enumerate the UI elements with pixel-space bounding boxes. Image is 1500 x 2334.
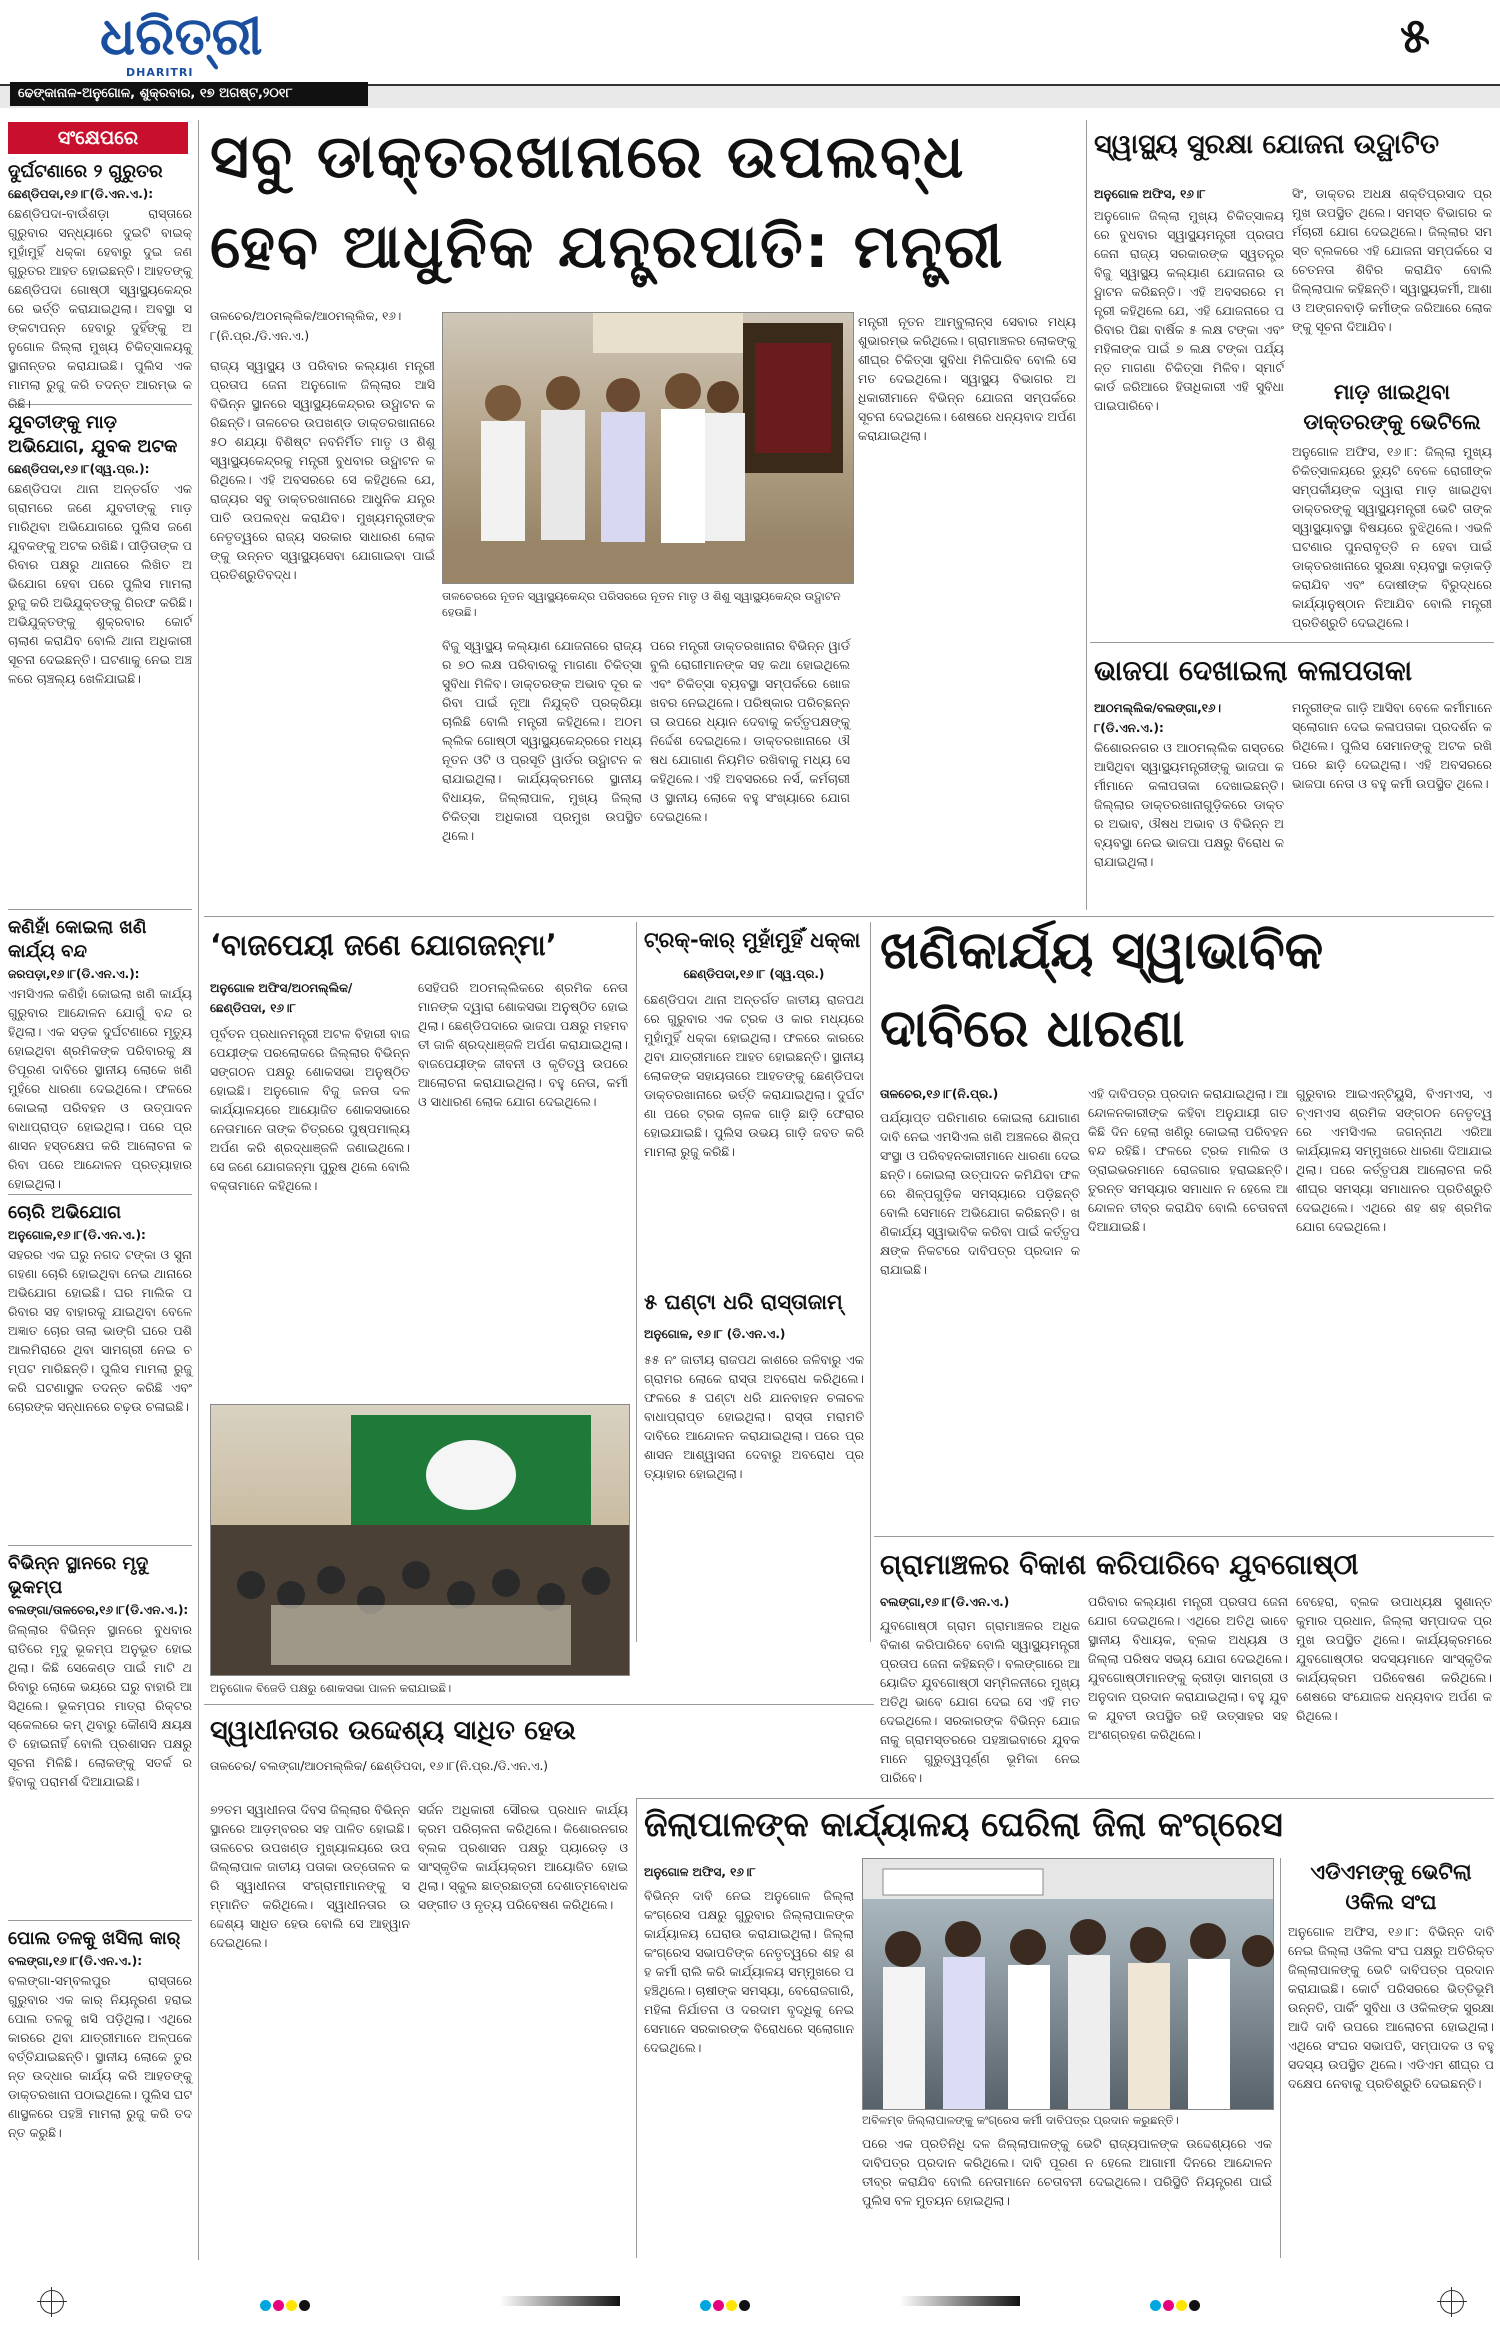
youth-dateline: ବଲଙ୍ଗା,୧୬।୮(ଡି.ଏନ.ଏ.) [880, 1595, 1010, 1609]
logo: ଧରିତ୍ରୀ [100, 7, 263, 67]
gray-scale-strip [500, 2296, 620, 2306]
mining-col1: ପର୍ଯ୍ୟାପ୍ତ ପରିମାଣର କୋଇଲା ଯୋଗାଣ ଦାବି ନେଇ ଏମସିଏଲ ଖଣି ଅଞ୍ଚଳରେ ଶିଳ୍ପ ସଂସ୍ଥା ଓ ପରିବହନକାରୀମାନେ ଧାରଣା ଦେଇଛନ୍ତି। କୋଇଲା ଉତ୍ପାଦନ କମିଯିବା ଫଳରେ ଶିଳ୍ପଗୁଡ଼ିକ ସମସ୍ୟାରେ ପଡ଼ିଛନ୍ତି ବୋଲି ସେମାନେ ଅଭିଯୋଗ କରିଛନ୍ତି। ଖଣିକାର୍ଯ୍ୟ ସ୍ୱାଭାବିକ କରିବା ପାଇଁ କର୍ତ୍ତୃପକ୍ଷଙ୍କ ନିକଟରେ ଦାବିପତ୍ର ପ୍ରଦାନ କରାଯାଇଛି। [880, 1110, 1080, 1277]
youth-col3: ବେହେରା, ବ୍ଲକ ଉପାଧ୍ୟକ୍ଷ ସୁଶାନ୍ତ କୁମାର ପ୍ରଧାନ, ଜିଲ୍ଲା ସମ୍ପାଦକ ପ୍ରମୁଖ ଉପସ୍ଥିତ ଥିଲେ। କାର୍ଯ୍ୟକ୍ରମରେ ଯୁବଗୋଷ୍ଠୀର ସଦସ୍ୟମାନେ ସାଂସ୍କୃତିକ କାର୍ଯ୍ୟକ୍ରମ ପରିବେଷଣ କରିଥିଲେ। ଶେଷରେ ସଂଯୋଜକ ଧନ୍ୟବାଦ ଅର୍ପଣ କରିଥିଲେ। [1296, 1594, 1492, 1723]
brief-title: ବିଭିନ୍ନ ସ୍ଥାନରେ ମୃଦୁ ଭୂକମ୍ପ [8, 1553, 149, 1598]
registration-mark-icon [1440, 2290, 1464, 2314]
brief-item [8, 160, 192, 411]
vajpayee-photo-caption: ଅନୁଗୋଳ ବିଜେଡି ପକ୍ଷରୁ ଶୋକସଭା ପାଳନ କରାଯାଇଛି। [210, 1681, 452, 1695]
health-scheme-col2: ସିଂ, ଡାକ୍ତର ଅଧକ୍ଷ ଶକ୍ତିପ୍ରସାଦ ପ୍ରମୁଖ ଉପସ୍ଥିତ ଥିଲେ। ସମସ୍ତ ବିଭାଗର କର୍ମଚାରୀ ଯୋଗ ଦେଇଥିଲେ। ଜିଲ୍ଲାର ସମସ୍ତ ବ୍ଲକରେ ଏହି ଯୋଜନା ସମ୍ପର୍କରେ ସଚେତନତା ଶିବିର କରାଯିବ ବୋଲି ଜିଲ୍ଲାପାଳ କହିଛନ୍ତି। ସ୍ୱାସ୍ଥ୍ୟକର୍ମୀ, ଆଶା ଓ ଅଙ୍ଗନବାଡ଼ି କର୍ମୀଙ୍କ ଜରିଆରେ ଲୋକଙ୍କୁ ସୂଚନା ଦିଆଯିବ। [1292, 186, 1492, 334]
lead-photo-caption: ତାଳଚେରରେ ନୂତନ ସ୍ୱାସ୍ଥ୍ୟକେନ୍ଦ୍ର ପରିସରରେ ନୂତନ ମାତୃ ଓ ଶିଶୁ ସ୍ୱାସ୍ଥ୍ୟକେନ୍ଦ୍ର ଉଦ୍ଘାଟନ ହେଉଛି। [442, 589, 841, 619]
lower-section-rule [204, 1704, 874, 1705]
brief-title: ଚୋରି ଅଭିଯୋଗ [8, 1202, 122, 1223]
vajpayee-photo [210, 1404, 630, 1676]
youth-headline: ଗ୍ରାମାଞ୍ଚଳର ବିକାଶ କରିପାରିବେ ଯୁବଗୋଷ୍ଠୀ [880, 1548, 1359, 1581]
vajpayee-headline: ‘ବାଜପେୟୀ ଜଣେ ଯୋଗଜନ୍ମା’ [210, 928, 557, 962]
congress-photo [862, 1858, 1274, 2110]
color-dots-icon [700, 2296, 752, 2315]
doctor-headline-line2: ଡାକ୍ତରଙ୍କୁ ଭେଟିଲେ [1303, 410, 1481, 434]
doctor-headline-line1: ମାଡ଼ ଖାଇଥିବା [1333, 380, 1451, 404]
logo-subtitle: DHARITRI [126, 66, 194, 79]
vajpayee-col2: ସେହିପରି ଅଠମଲ୍ଲିକରେ ଶ୍ରମିକ ନେତା ମାନଙ୍କ ଦ୍ୱାରା ଶୋକସଭା ଅନୁଷ୍ଠିତ ହୋଇଥିଲା। ଛେଣ୍ଡିପଦାରେ ଭାଜପା ପକ୍ଷରୁ ମହମବତୀ ଜାଳି ଶ୍ରଦ୍ଧାଞ୍ଜଳି ଅର୍ପଣ କରାଯାଇଥିଲା। ବାଜପେୟୀଙ୍କ ଜୀବନୀ ଓ କୃତିତ୍ୱ ଉପରେ ଆଲୋଚନା କରାଯାଇଥିଲା। ବହୁ ନେତା, କର୍ମୀ ଓ ସାଧାରଣ ଲୋକ ଯୋଗ ଦେଇଥିଲେ। [418, 980, 628, 1109]
mining-col3: ଗୁରୁବାର ଆଇଏନ୍ଟିୟୁସି, ବିଏମଏସ, ଏଚ୍ଏମଏସ ଶ୍ରମିକ ସଙ୍ଗଠନ ନେତୃତ୍ୱରେ ଏମସିଏଲ ଜଗନ୍ନାଥ ଏରିଆ କାର୍ଯ୍ୟାଳୟ ସମ୍ମୁଖରେ ଧାରଣା ଦିଆଯାଇଥିଲା। ପରେ କର୍ତ୍ତୃପକ୍ଷ ଆଲୋଚନା କରି ଶୀଘ୍ର ସମସ୍ୟା ସମାଧାନର ପ୍ରତିଶ୍ରୁତି ଦେଇଥିଲେ। ଏଥିରେ ଶହ ଶହ ଶ୍ରମିକ ଯୋଗ ଦେଇଥିଲେ। [1296, 1086, 1492, 1234]
mining-headline-line2: ଦାବିରେ ଧାରଣା [880, 999, 1185, 1059]
brief-dateline: ବଲଙ୍ଗା/ତାଳଚେର,୧୬।୮(ଡି.ଏନ.ଏ.): [8, 1603, 189, 1617]
congress-top-rule [636, 1798, 1494, 1799]
brief-column [8, 160, 192, 2270]
lead-bottom-rule [204, 916, 1494, 917]
brief-title: ଦୁର୍ଘଟଣାରେ ୨ ଗୁରୁତର [8, 161, 163, 182]
congress-left-rule [636, 1798, 637, 2258]
congress-col2: ପରେ ଏକ ପ୍ରତିନିଧି ଦଳ ଜିଲ୍ଲାପାଳଙ୍କୁ ଭେଟି ରାଜ୍ୟପାଳଙ୍କ ଉଦ୍ଦେଶ୍ୟରେ ଏକ ଦାବିପତ୍ର ପ୍ରଦାନ କରିଥିଲେ। ଦାବି ପୂରଣ ନ ହେଲେ ଆଗାମୀ ଦିନରେ ଆନ୍ଦୋଳନ ତୀବ୍ର କରାଯିବ ବୋଲି ନେତାମାନେ ଚେତାବନୀ ଦେଇଥିଲେ। ପରିସ୍ଥିତି ନିୟନ୍ତ୍ରଣ ପାଇଁ ପୁଲିସ ବଳ ମୁତୟନ ହୋଇଥିଲା। [862, 2136, 1272, 2208]
road-block-headline: ୫ ଘଣ୍ଟା ଧରି ରାସ୍ତାଜାମ୍ [644, 1290, 843, 1314]
brief-body: ଛେଣ୍ଡିପଦା-ବାଉଁଶଡ଼ା ରାସ୍ତାରେ ଗୁରୁବାର ସନ୍ଧ୍ୟାରେ ଦୁଇଟି ବାଇକ୍ ମୁହାଁମୁହିଁ ଧକ୍କା ହେବାରୁ ଦୁଇ ଜଣ ଗୁରୁତର ଆହତ ହୋଇଛନ୍ତି। ଆହତଙ୍କୁ ଛେଣ୍ଡିପଦା ଗୋଷ୍ଠୀ ସ୍ୱାସ୍ଥ୍ୟକେନ୍ଦ୍ରରେ ଭର୍ତ୍ତି କରାଯାଇଥିଲା। ଅବସ୍ଥା ସଙ୍କଟାପନ୍ନ ହେବାରୁ ଦୁହିଁଙ୍କୁ ଅନୁଗୋଳ ଜିଲ୍ଲା ମୁଖ୍ୟ ଚିକିତ୍ସାଳୟକୁ ସ୍ଥାନାନ୍ତର କରାଯାଇଛି। ପୁଲିସ ଏକ ମାମଲା ରୁଜୁ କରି ତଦନ୍ତ ଆରମ୍ଭ କରିଛି। [8, 206, 192, 411]
brief-title: କଣିହାଁ କୋଇଲା ଖଣି କାର୍ଯ୍ୟ ବନ୍ଦ [8, 917, 147, 962]
brief-body: ଜିଲ୍ଲାର ବିଭିନ୍ନ ସ୍ଥାନରେ ବୁଧବାର ରାତିରେ ମୃଦୁ ଭୂକମ୍ପ ଅନୁଭୂତ ହୋଇଥିଲା। କିଛି ସେକେଣ୍ଡ ପାଇଁ ମାଟି ଥରିବାରୁ ଲୋକେ ଭୟରେ ଘରୁ ବାହାରି ଆସିଥିଲେ। ଭୂକମ୍ପର ମାତ୍ରା ରିକ୍ଟର ସ୍କେଲରେ କମ୍ ଥିବାରୁ କୌଣସି କ୍ଷୟକ୍ଷତି ହୋଇନାହିଁ ବୋଲି ପ୍ରଶାସନ ପକ୍ଷରୁ ସୂଚନା ମିଳିଛି। ଲୋକଙ୍କୁ ସତର୍କ ରହିବାକୁ ପରାମର୍ଶ ଦିଆଯାଇଛି। [8, 1622, 192, 1789]
brief-dateline: ଜରପଡ଼ା,୧୬।୮(ଡି.ଏନ.ଏ.): [8, 967, 140, 981]
congress-dateline: ଅନୁଗୋଳ ଅଫିସ, ୧୬।୮ [644, 1865, 756, 1879]
brief-body: ଏମସିଏଲ କଣିହାଁ କୋଇଲା ଖଣି କାର୍ଯ୍ୟ ଗୁରୁବାର ଆନ୍ଦୋଳନ ଯୋଗୁଁ ବନ୍ଦ ରହିଥିଲା। ଏକ ସଡ଼କ ଦୁର୍ଘଟଣାରେ ମୃତ୍ୟୁ ହୋଇଥିବା ଶ୍ରମିକଙ୍କ ପରିବାରକୁ କ୍ଷତିପୂରଣ ଦାବିରେ ସ୍ଥାନୀୟ ଲୋକେ ଖଣି ମୁହଁରେ ଧାରଣା ଦେଇଥିଲେ। ଫଳରେ କୋଇଲା ପରିବହନ ଓ ଉତ୍ପାଦନ ବାଧାପ୍ରାପ୍ତ ହୋଇଥିଲା। ପରେ ପ୍ରଶାସନ ହସ୍ତକ୍ଷେପ କରି ଆଲୋଚନା କରିବା ପରେ ଆନ୍ଦୋଳନ ପ୍ରତ୍ୟାହାର ହୋଇଥିଲା। [8, 986, 192, 1191]
lead-col3: ପରେ ମନ୍ତ୍ରୀ ଡାକ୍ତରଖାନାର ବିଭିନ୍ନ ୱାର୍ଡ ବୁଲି ରୋଗୀମାନଙ୍କ ସହ କଥା ହୋଇଥିଲେ ଏବଂ ଚିକିତ୍ସା ବ୍ୟବସ୍ଥା ସମ୍ପର୍କରେ ଖୋଜଖବର ନେଇଥିଲେ। ପରିଷ୍କାର ପରିଚ୍ଛନ୍ନତା ଉପରେ ଧ୍ୟାନ ଦେବାକୁ କର୍ତ୍ତୃପକ୍ଷଙ୍କୁ ନିର୍ଦ୍ଦେଶ ଦେଇଥିଲେ। ଡାକ୍ତରଖାନାରେ ଔଷଧ ଯୋଗାଣ ନିୟମିତ ରଖିବାକୁ ମଧ୍ୟ ସେ କହିଥିଲେ। ଏହି ଅବସରରେ ନର୍ସ, କର୍ମଚାରୀ ଓ ସ୍ଥାନୀୟ ଲୋକେ ବହୁ ସଂଖ୍ୟାରେ ଯୋଗ ଦେଇଥିଲେ। [650, 638, 850, 824]
road-block-body: ୫୫ ନଂ ଜାତୀୟ ରାଜପଥ କାଶରେ ଜଳିବାରୁ ଏକ ଗ୍ରାମର ଲୋକେ ରାସ୍ତା ଅବରୋଧ କରିଥିଲେ। ଫଳରେ ୫ ଘଣ୍ଟା ଧରି ଯାନବାହନ ଚଳାଚଳ ବାଧାପ୍ରାପ୍ତ ହୋଇଥିଲା। ରାସ୍ତା ମରାମତି ଦାବିରେ ଆନ୍ଦୋଳନ କରାଯାଇଥିଲା। ପରେ ପ୍ରଶାସନ ଆଶ୍ୱାସନା ଦେବାରୁ ଅବରୋଧ ପ୍ରତ୍ୟାହାର ହୋଇଥିଲା। [644, 1352, 864, 1481]
truck-car-dateline: ଛେଣ୍ଡିପଦା,୧୬।୮ (ସ୍ୱ.ପ୍ର.) [683, 967, 825, 981]
brief-item [8, 1920, 192, 2221]
congress-photo-caption: ଅବିଳମ୍ବ ଜିଲ୍ଲାପାଳଙ୍କୁ କଂଗ୍ରେସ କର୍ମୀ ଦାବିପତ୍ର ପ୍ରଦାନ କରୁଛନ୍ତି। [862, 2113, 1179, 2127]
independence-col2: ସର୍ଜନ ଅଧିକାରୀ ସୌରଭ ପ୍ରଧାନ କାର୍ଯ୍ୟକ୍ରମ ପରିଚାଳନା କରିଥିଲେ। କିଶୋରନଗର ବ୍ଲକ ପ୍ରଶାସନ ପକ୍ଷରୁ ପ୍ୟାରେଡ଼ ଓ ସାଂସ୍କୃତିକ କାର୍ଯ୍ୟକ୍ରମ ଆୟୋଜିତ ହୋଇଥିଲା। ସ୍କୁଲ ଛାତ୍ରଛାତ୍ରୀ ଦେଶାତ୍ମବୋଧକ ସଙ୍ଗୀତ ଓ ନୃତ୍ୟ ପରିବେଷଣ କରିଥିଲେ। [418, 1802, 628, 1912]
mining-dateline: ତାଳଚେର,୧୬।୮(ନି.ପ୍ର.) [880, 1087, 999, 1101]
lawyers-headline-line2: ଓକିଲ ସଂଘ [1345, 1890, 1437, 1914]
registration-strip [0, 2274, 1500, 2334]
congress-photo-crowd [863, 1859, 1273, 2109]
gray-scale-strip [900, 2296, 1020, 2306]
vajpayee-col1: ପୂର୍ବତନ ପ୍ରଧାନମନ୍ତ୍ରୀ ଅଟଳ ବିହାରୀ ବାଜପେୟୀଙ୍କ ପରଲୋକରେ ଜିଲ୍ଲାର ବିଭିନ୍ନ ସଙ୍ଗଠନ ପକ୍ଷରୁ ଶୋକସଭା ଅନୁଷ୍ଠିତ ହୋଇଛି। ଅନୁଗୋଳ ବିଜୁ ଜନତା ଦଳ କାର୍ଯ୍ୟାଳୟରେ ଆୟୋଜିତ ଶୋକସଭାରେ ନେତାମାନେ ତାଙ୍କ ଚିତ୍ରରେ ପୁଷ୍ପମାଲ୍ୟ ଅର୍ପଣ କରି ଶ୍ରଦ୍ଧାଞ୍ଜଳି ଜଣାଇଥିଲେ। ସେ ଜଣେ ଯୋଗଜନ୍ମା ପୁରୁଷ ଥିଲେ ବୋଲି ବକ୍ତାମାନେ କହିଥିଲେ। [210, 1026, 410, 1193]
bjp-top-rule [1090, 642, 1494, 643]
bjp-dateline: ଆଠମଲ୍ଲିକ/ବଲଙ୍ଗା,୧୬।୮(ଡି.ଏନ.ଏ.): [1094, 701, 1221, 735]
truck-car-body: ଛେଣ୍ଡିପଦା ଥାନା ଅନ୍ତର୍ଗତ ଜାତୀୟ ରାଜପଥରେ ଗୁରୁବାର ଏକ ଟ୍ରକ ଓ କାର ମଧ୍ୟରେ ମୁହାଁମୁହିଁ ଧକ୍କା ହୋଇଥିଲା। ଫଳରେ କାରରେ ଥିବା ଯାତ୍ରୀମାନେ ଆହତ ହୋଇଛନ୍ତି। ସ୍ଥାନୀୟ ଲୋକଙ୍କ ସହାୟତାରେ ଆହତଙ୍କୁ ଛେଣ୍ଡିପଦା ଡାକ୍ତରଖାନାରେ ଭର୍ତ୍ତି କରାଯାଇଥିଲା। ଦୁର୍ଘଟଣା ପରେ ଟ୍ରକ ଚାଳକ ଗାଡ଼ି ଛାଡ଼ି ଫେରାର ହୋଇଯାଇଛି। ପୁଲିସ ଉଭୟ ଗାଡ଼ି ଜବତ କରି ମାମଲା ରୁଜୁ କରିଛି। [644, 992, 864, 1159]
health-scheme-col1: ଅନୁଗୋଳ ଜିଲ୍ଲା ମୁଖ୍ୟ ଚିକିତ୍ସାଳୟରେ ବୁଧବାର ସ୍ୱାସ୍ଥ୍ୟମନ୍ତ୍ରୀ ପ୍ରତାପ ଜେନା ରାଜ୍ୟ ସରକାରଙ୍କ ସ୍ୱତନ୍ତ୍ର ବିଜୁ ସ୍ୱାସ୍ଥ୍ୟ କଲ୍ୟାଣ ଯୋଜନାର ଉଦ୍ଘାଟନ କରିଛନ୍ତି। ଏହି ଅବସରରେ ମନ୍ତ୍ରୀ କହିଥିଲେ ଯେ, ଏହି ଯୋଜନାରେ ପରିବାର ପିଛା ବାର୍ଷିକ ୫ ଲକ୍ଷ ଟଙ୍କା ଏବଂ ମହିଳାଙ୍କ ପାଇଁ ୭ ଲକ୍ଷ ଟଙ୍କା ପର୍ଯ୍ୟନ୍ତ ମାଗଣା ଚିକିତ୍ସା ମିଳିବ। ସ୍ମାର୍ଟ କାର୍ଡ ଜରିଆରେ ହିତାଧିକାରୀ ଏହି ସୁବିଧା ପାଇପାରିବେ। [1094, 208, 1284, 413]
bjp-headline: ଭାଜପା ଦେଖାଇଲା କଳାପତାକା [1094, 654, 1413, 687]
youth-top-rule [874, 1536, 1494, 1537]
vajpayee-dateline: ଅନୁଗୋଳ ଅଫିସ/ଅଠମଲ୍ଲିକ/ ଛେଣ୍ଡିପଦା, ୧୬।୮ [210, 981, 353, 1015]
brief-item [8, 909, 192, 1191]
health-scheme-dateline: ଅନୁଗୋଳ ଅଫିସ, ୧୬।୮ [1094, 187, 1206, 201]
independence-col1: ୭୨ତମ ସ୍ୱାଧୀନତା ଦିବସ ଜିଲ୍ଲାର ବିଭିନ୍ନ ସ୍ଥାନରେ ଆଡ଼ମ୍ବରର ସହ ପାଳିତ ହୋଇଛି। ତାଳଚେର ଉପଖଣ୍ଡ ମୁଖ୍ୟାଳୟରେ ଉପଜିଲ୍ଲାପାଳ ଜାତୀୟ ପତାକା ଉତ୍ତୋଳନ କରି ସ୍ୱାଧୀନତା ସଂଗ୍ରାମୀମାନଙ୍କୁ ସମ୍ମାନିତ କରିଥିଲେ। ସ୍ୱାଧୀନତାର ଉଦ୍ଦେଶ୍ୟ ସାଧିତ ହେଉ ବୋଲି ସେ ଆହ୍ୱାନ ଦେଇଥିଲେ। [210, 1802, 410, 1950]
brief-dateline: ଛେଣ୍ଡିପଦା,୧୬।୮(ଡି.ଏନ.ଏ.): [8, 187, 154, 201]
health-scheme-headline: ସ୍ୱାସ୍ଥ୍ୟ ସୁରକ୍ଷା ଯୋଜନା ଉଦ୍ଘାଟିତ [1094, 129, 1440, 160]
independence-headline: ସ୍ୱାଧୀନତାର ଉଦ୍ଦେଶ୍ୟ ସାଧିତ ହେଉ [210, 1715, 576, 1746]
masthead [0, 0, 1500, 110]
independence-dateline: ତାଳଚେର/ ବଲଙ୍ଗା/ଆଠମଲ୍ଲିକ/ ଛେଣ୍ଡିପଦା, ୧୬।୮(ନି.ପ୍ର./ଡି.ଏନ.ଏ.) [210, 1759, 548, 1773]
truck-car-headline: ଟ୍ରକ୍-କାର୍ ମୁହାଁମୁହିଁ ଧକ୍କା [644, 928, 861, 952]
brief-body: ଛେଣ୍ଡିପଦା ଥାନା ଅନ୍ତର୍ଗତ ଏକ ଗ୍ରାମରେ ଜଣେ ଯୁବତୀଙ୍କୁ ମାଡ଼ ମାରିଥିବା ଅଭିଯୋଗରେ ପୁଲିସ ଜଣେ ଯୁବକଙ୍କୁ ଅଟକ ରଖିଛି। ପୀଡ଼ିତାଙ୍କ ପରିବାର ପକ୍ଷରୁ ଥାନାରେ ଲିଖିତ ଅଭିଯୋଗ ହେବା ପରେ ପୁଲିସ ମାମଲା ରୁଜୁ କରି ଅଭିଯୁକ୍ତଙ୍କୁ ଗିରଫ କରିଛି। ଅଭିଯୁକ୍ତଙ୍କୁ ଶୁକ୍ରବାର କୋର୍ଟ ଚାଲାଣ କରାଯିବ ବୋଲି ଥାନା ଅଧିକାରୀ ସୂଚନା ଦେଇଛନ୍ତି। ଘଟଣାକୁ ନେଇ ଅଞ୍ଚଳରେ ଚାଞ୍ଚଲ୍ୟ ଖେଳିଯାଇଛି। [8, 481, 192, 686]
edition-line: ଢେଙ୍କାନାଳ-ଅନୁଗୋଳ, ଶୁକ୍ରବାର, ୧୭ ଅଗଷ୍ଟ,୨୦୧୮ [10, 82, 368, 106]
lead-dateline: ତାଳଚେର/ଅଠମଲ୍ଲିକ/ଆଠମଲ୍ଲିକ, ୧୬।୮(ନି.ପ୍ର./ଡି.ଏନ.ଏ.) [210, 309, 402, 343]
vajpayee-photo-scene [211, 1405, 629, 1675]
brief-tag: ସଂକ୍ଷେପରେ [8, 122, 188, 154]
lead-col1: ରାଜ୍ୟ ସ୍ୱାସ୍ଥ୍ୟ ଓ ପରିବାର କଲ୍ୟାଣ ମନ୍ତ୍ରୀ ପ୍ରତାପ ଜେନା ଅନୁଗୋଳ ଜିଲ୍ଲାର ଆସି ବିଭିନ୍ନ ସ୍ଥାନରେ ସ୍ୱାସ୍ଥ୍ୟକେନ୍ଦ୍ରର ଉଦ୍ଘାଟନ କରିଛନ୍ତି। ତାଳଚେର ଉପଖଣ୍ଡ ଡାକ୍ତରଖାନାରେ ୫୦ ଶଯ୍ୟା ବିଶିଷ୍ଟ ନବନିର୍ମିତ ମାତୃ ଓ ଶିଶୁ ସ୍ୱାସ୍ଥ୍ୟକେନ୍ଦ୍ରକୁ ମନ୍ତ୍ରୀ ବୁଧବାର ଉଦ୍ଘାଟନ କରିଥିଲେ। ଏହି ଅବସରରେ ସେ କହିଥିଲେ ଯେ, ରାଜ୍ୟର ସବୁ ଡାକ୍ତରଖାନାରେ ଆଧୁନିକ ଯନ୍ତ୍ରପାତି ଉପଲବ୍ଧ କରାଯିବ। ମୁଖ୍ୟମନ୍ତ୍ରୀଙ୍କ ନେତୃତ୍ୱରେ ରାଜ୍ୟ ସରକାର ସାଧାରଣ ଲୋକଙ୍କୁ ଉନ୍ନତ ସ୍ୱାସ୍ଥ୍ୟସେବା ଯୋଗାଇବା ପାଇଁ ପ୍ରତିଶ୍ରୁତିବଦ୍ଧ। [210, 358, 435, 582]
brief-body: ବଲଙ୍ଗା-ସମ୍ବଲପୁର ରାସ୍ତାରେ ଗୁରୁବାର ଏକ କାର୍ ନିୟନ୍ତ୍ରଣ ହରାଇ ପୋଲ ତଳକୁ ଖସି ପଡ଼ିଥିଲା। ଏଥିରେ କାରରେ ଥିବା ଯାତ୍ରୀମାନେ ଅଳ୍ପକେ ବର୍ତ୍ତିଯାଇଛନ୍ତି। ସ୍ଥାନୀୟ ଲୋକେ ତୁରନ୍ତ ଉଦ୍ଧାର କାର୍ଯ୍ୟ କରି ଆହତଙ୍କୁ ଡାକ୍ତରଖାନା ପଠାଇଥିଲେ। ପୁଲିସ ଘଟଣାସ୍ଥଳରେ ପହଞ୍ଚି ମାମଲା ରୁଜୁ କରି ତଦନ୍ତ କରୁଛି। [8, 1973, 192, 2140]
youth-col1: ଯୁବଗୋଷ୍ଠୀ ଗ୍ରାମ ଗ୍ରାମାଞ୍ଚଳର ଅଧିକ ବିକାଶ କରିପାରିବେ ବୋଲି ସ୍ୱାସ୍ଥ୍ୟମନ୍ତ୍ରୀ ପ୍ରତାପ ଜେନା କହିଛନ୍ତି। ବଲଙ୍ଗାରେ ଆୟୋଜିତ ଯୁବଗୋଷ୍ଠୀ ସମ୍ମିଳନୀରେ ମୁଖ୍ୟ ଅତିଥି ଭାବେ ଯୋଗ ଦେଇ ସେ ଏହି ମତ ଦେଇଥିଲେ। ସରକାରଙ୍କ ବିଭିନ୍ନ ଯୋଜନାକୁ ଗ୍ରାମସ୍ତରରେ ପହଞ୍ଚାଇବାରେ ଯୁବକମାନେ ଗୁରୁତ୍ୱପୂର୍ଣ୍ଣ ଭୂମିକା ନେଇପାରିବେ। [880, 1618, 1080, 1785]
brief-item [8, 1194, 192, 1535]
lead-col4: ମନ୍ତ୍ରୀ ନୂତନ ଆମ୍ବୁଲାନ୍ସ ସେବାର ମଧ୍ୟ ଶୁଭାରମ୍ଭ କରିଥିଲେ। ଗ୍ରାମାଞ୍ଚଳର ଲୋକଙ୍କୁ ଶୀଘ୍ର ଚିକିତ୍ସା ସୁବିଧା ମିଳିପାରିବ ବୋଲି ସେ ମତ ଦେଇଥିଲେ। ସ୍ୱାସ୍ଥ୍ୟ ବିଭାଗର ଅଧିକାରୀମାନେ ବିଭିନ୍ନ ଯୋଜନା ସମ୍ପର୍କରେ ସୂଚନା ଦେଇଥିଲେ। ଶେଷରେ ଧନ୍ୟବାଦ ଅର୍ପଣ କରାଯାଇଥିଲା। [858, 314, 1076, 443]
brief-column-rule [198, 120, 199, 2260]
brief-dateline: ଅନୁଗୋଳ,୧୬।୮(ଡି.ଏନ.ଏ.): [8, 1228, 146, 1242]
brief-title: ପୋଲ ତଳକୁ ଖସିଲା କାର୍ [8, 1928, 181, 1949]
right-column-rule [1086, 120, 1087, 910]
brief-body: ସହରର ଏକ ଘରୁ ନଗଦ ଟଙ୍କା ଓ ସୁନା ଗହଣା ଚୋରି ହୋଇଥିବା ନେଇ ଥାନାରେ ଅଭିଯୋଗ ହୋଇଛି। ଘର ମାଲିକ ପରିବାର ସହ ବାହାରକୁ ଯାଇଥିବା ବେଳେ ଅଜ୍ଞାତ ଚୋର ତାଲା ଭାଙ୍ଗି ଘରେ ପଶି ଆଲମିରାରେ ଥିବା ସାମଗ୍ରୀ ନେଇ ଚମ୍ପଟ ମାରିଛନ୍ତି। ପୁଲିସ ମାମଲା ରୁଜୁ କରି ଘଟଣାସ୍ଥଳ ତଦନ୍ତ କରିଛି ଏବଂ ଚୋରଙ୍କ ସନ୍ଧାନରେ ଚଢ଼ଉ ଚଳାଇଛି। [8, 1247, 192, 1414]
brief-dateline: ଛେଣ୍ଡିପଦା,୧୬।୮(ସ୍ୱ.ପ୍ର.): [8, 462, 150, 476]
mining-rule [870, 922, 871, 1642]
brief-title: ଯୁବତୀଙ୍କୁ ମାଡ଼ ଅଭିଯୋଗ, ଯୁବକ ଅଟକ [8, 412, 178, 457]
doctor-body: ଅନୁଗୋଳ ଅଫିସ, ୧୬।୮: ଜିଲ୍ଲା ମୁଖ୍ୟ ଚିକିତ୍ସାଳୟରେ ଡ୍ୟୁଟି ବେଳେ ରୋଗୀଙ୍କ ସମ୍ପର୍କୀୟଙ୍କ ଦ୍ୱାରା ମାଡ଼ ଖାଇଥିବା ଡାକ୍ତରଙ୍କୁ ସ୍ୱାସ୍ଥ୍ୟମନ୍ତ୍ରୀ ଭେଟି ତାଙ୍କ ସ୍ୱାସ୍ଥ୍ୟାବସ୍ଥା ବିଷୟରେ ବୁଝିଥିଲେ। ଏଭଳି ଘଟଣାର ପୁନରାବୃତ୍ତି ନ ହେବା ପାଇଁ ଡାକ୍ତରଖାନାରେ ସୁରକ୍ଷା ବ୍ୟବସ୍ଥା କଡ଼ାକଡ଼ି କରାଯିବ ଏବଂ ଦୋଷୀଙ୍କ ବିରୁଦ୍ଧରେ କାର୍ଯ୍ୟାନୁଷ୍ଠାନ ନିଆଯିବ ବୋଲି ମନ୍ତ୍ରୀ ପ୍ରତିଶ୍ରୁତି ଦେଇଥିଲେ। [1292, 444, 1492, 630]
lead-headline-line1: ସବୁ ଡାକ୍ତରଖାନାରେ ଉପଲବ୍ଧ [210, 122, 966, 192]
lead-col2: ବିଜୁ ସ୍ୱାସ୍ଥ୍ୟ କଲ୍ୟାଣ ଯୋଜନାରେ ରାଜ୍ୟର ୭୦ ଲକ୍ଷ ପରିବାରକୁ ମାଗଣା ଚିକିତ୍ସା ସୁବିଧା ମିଳିବ। ଡାକ୍ତରଙ୍କ ଅଭାବ ଦୂର କରିବା ପାଇଁ ନୂଆ ନିଯୁକ୍ତି ପ୍ରକ୍ରିୟା ଚାଲିଛି ବୋଲି ମନ୍ତ୍ରୀ କହିଥିଲେ। ଅଠମଲ୍ଲିକ ଗୋଷ୍ଠୀ ସ୍ୱାସ୍ଥ୍ୟକେନ୍ଦ୍ରରେ ମଧ୍ୟ ନୂତନ ଓଟି ଓ ପ୍ରସୂତି ୱାର୍ଡର ଉଦ୍ଘାଟନ କରାଯାଇଥିଲା। କାର୍ଯ୍ୟକ୍ରମରେ ସ୍ଥାନୀୟ ବିଧାୟକ, ଜିଲ୍ଲାପାଳ, ମୁଖ୍ୟ ଜିଲ୍ଲା ଚିକିତ୍ସା ଅଧିକାରୀ ପ୍ରମୁଖ ଉପସ୍ଥିତ ଥିଲେ। [442, 638, 642, 843]
bjp-col2: ମନ୍ତ୍ରୀଙ୍କ ଗାଡ଼ି ଆସିବା ବେଳେ କର୍ମୀମାନେ ସ୍ଲୋଗାନ ଦେଇ କଳାପତାକା ପ୍ରଦର୍ଶନ କରିଥିଲେ। ପୁଲିସ ସେମାନଙ୍କୁ ଅଟକ ରଖି ପରେ ଛାଡ଼ି ଦେଇଥିଲା। ଏହି ଅବସରରେ ଭାଜପା ନେତା ଓ ବହୁ କର୍ମୀ ଉପସ୍ଥିତ ଥିଲେ। [1292, 700, 1492, 791]
color-dots-icon [260, 2296, 312, 2315]
registration-mark-icon [40, 2290, 64, 2314]
congress-col1: ବିଭିନ୍ନ ଦାବି ନେଇ ଅନୁଗୋଳ ଜିଲ୍ଲା କଂଗ୍ରେସ ପକ୍ଷରୁ ଗୁରୁବାର ଜିଲ୍ଲାପାଳଙ୍କ କାର୍ଯ୍ୟାଳୟ ଘେରାଉ କରାଯାଇଥିଲା। ଜିଲ୍ଲା କଂଗ୍ରେସ ସଭାପତିଙ୍କ ନେତୃତ୍ୱରେ ଶହ ଶହ କର୍ମୀ ରାଲି କରି କାର୍ଯ୍ୟାଳୟ ସମ୍ମୁଖରେ ପହଞ୍ଚିଥିଲେ। ଚାଷୀଙ୍କ ସମସ୍ୟା, ବେରୋଜଗାରି, ମହିଳା ନିର୍ଯାତନା ଓ ଦରଦାମ ବୃଦ୍ଧିକୁ ନେଇ ସେମାନେ ସରକାରଙ୍କ ବିରୋଧରେ ସ୍ଲୋଗାନ ଦେଇଥିଲେ। [644, 1888, 854, 2055]
brief-dateline: ବଲଙ୍ଗା,୧୬।୮(ଡି.ଏନ.ଏ.): [8, 1954, 142, 1968]
lead-headline-line2: ହେବ ଆଧୁନିକ ଯନ୍ତ୍ରପାତି: ମନ୍ତ୍ରୀ [210, 212, 1005, 282]
page-number: ୫ [1400, 8, 1430, 64]
road-block-dateline: ଅନୁଗୋଳ, ୧୬।୮ (ଡି.ଏନ.ଏ.) [644, 1327, 786, 1341]
lawyers-headline-line1: ଏଡିଏମଙ୍କୁ ଭେଟିଲା [1310, 1860, 1472, 1884]
lawyers-rule [1280, 1858, 1281, 2258]
bjp-col1: କିଶୋରନଗର ଓ ଆଠମଲ୍ଲିକ ଗସ୍ତରେ ଆସିଥିବା ସ୍ୱାସ୍ଥ୍ୟମନ୍ତ୍ରୀଙ୍କୁ ଭାଜପା କର୍ମୀମାନେ କଳାପତାକା ଦେଖାଇଛନ୍ତି। ଜିଲ୍ଲାର ଡାକ୍ତରଖାନାଗୁଡ଼ିକରେ ଡାକ୍ତର ଅଭାବ, ଔଷଧ ଅଭାବ ଓ ବିଭିନ୍ନ ଅବ୍ୟବସ୍ଥା ନେଇ ଭାଜପା ପକ୍ଷରୁ ବିରୋଧ କରାଯାଇଥିଲା। [1094, 740, 1284, 869]
brief-item [8, 404, 192, 899]
color-dots-icon [1150, 2296, 1202, 2315]
vajpayee-rule [636, 922, 637, 1642]
lead-photo [442, 312, 854, 584]
congress-headline: ଜିଲାପାଳଙ୍କ କାର୍ଯ୍ୟାଳୟ ଘେରିଲା ଜିଲା କଂଗ୍ରେସ [644, 1805, 1283, 1845]
mining-col2: ଏହି ଦାବିପତ୍ର ପ୍ରଦାନ କରାଯାଇଥିଲା। ଆନ୍ଦୋଳନକାରୀଙ୍କ କହିବା ଅନୁଯାୟୀ ଗତ କିଛି ଦିନ ହେଲା ଖଣିରୁ କୋଇଲା ପରିବହନ ବନ୍ଦ ରହିଛି। ଫଳରେ ଟ୍ରକ ମାଲିକ ଓ ଡ୍ରାଇଭରମାନେ ରୋଜଗାର ହରାଇଛନ୍ତି। ତୁରନ୍ତ ସମସ୍ୟାର ସମାଧାନ ନ ହେଲେ ଆନ୍ଦୋଳନ ତୀବ୍ର କରାଯିବ ବୋଲି ଚେତାବନୀ ଦିଆଯାଇଛି। [1088, 1086, 1288, 1234]
youth-col2: ପରିବାର କଲ୍ୟାଣ ମନ୍ତ୍ରୀ ପ୍ରତାପ ଜେନା ଯୋଗ ଦେଇଥିଲେ। ଏଥିରେ ଅତିଥି ଭାବେ ସ୍ଥାନୀୟ ବିଧାୟକ, ବ୍ଲକ ଅଧ୍ୟକ୍ଷ ଓ ଜିଲ୍ଲା ପରିଷଦ ସଭ୍ୟ ଯୋଗ ଦେଇଥିଲେ। ଯୁବଗୋଷ୍ଠୀମାନଙ୍କୁ କ୍ରୀଡ଼ା ସାମଗ୍ରୀ ଓ ଅନୁଦାନ ପ୍ରଦାନ କରାଯାଇଥିଲା। ବହୁ ଯୁବକ ଯୁବତୀ ଉପସ୍ଥିତ ରହି ଉତ୍ସାହର ସହ ଅଂଶଗ୍ରହଣ କରିଥିଲେ। [1088, 1594, 1288, 1742]
mining-headline-line1: ଖଣିକାର୍ଯ୍ୟ ସ୍ୱାଭାବିକ [880, 921, 1324, 981]
lead-photo-figures [443, 313, 853, 583]
brief-item [8, 1545, 192, 1910]
lawyers-body: ଅନୁଗୋଳ ଅଫିସ, ୧୬।୮: ବିଭିନ୍ନ ଦାବି ନେଇ ଜିଲ୍ଲା ଓକିଲ ସଂଘ ପକ୍ଷରୁ ଅତିରିକ୍ତ ଜିଲ୍ଲାପାଳଙ୍କୁ ଭେଟି ଦାବିପତ୍ର ପ୍ରଦାନ କରାଯାଇଛି। କୋର୍ଟ ପରିସରରେ ଭିତ୍ତିଭୂମି ଉନ୍ନତି, ପାର୍କିଂ ସୁବିଧା ଓ ଓକିଲଙ୍କ ସୁରକ୍ଷା ଆଦି ଦାବି ଉପରେ ଆଲୋଚନା ହୋଇଥିଲା। ଏଥିରେ ସଂଘର ସଭାପତି, ସମ୍ପାଦକ ଓ ବହୁ ସଦସ୍ୟ ଉପସ୍ଥିତ ଥିଲେ। ଏଡିଏମ ଶୀଘ୍ର ପଦକ୍ଷେପ ନେବାକୁ ପ୍ରତିଶ୍ରୁତି ଦେଇଛନ୍ତି। [1288, 1924, 1494, 2091]
